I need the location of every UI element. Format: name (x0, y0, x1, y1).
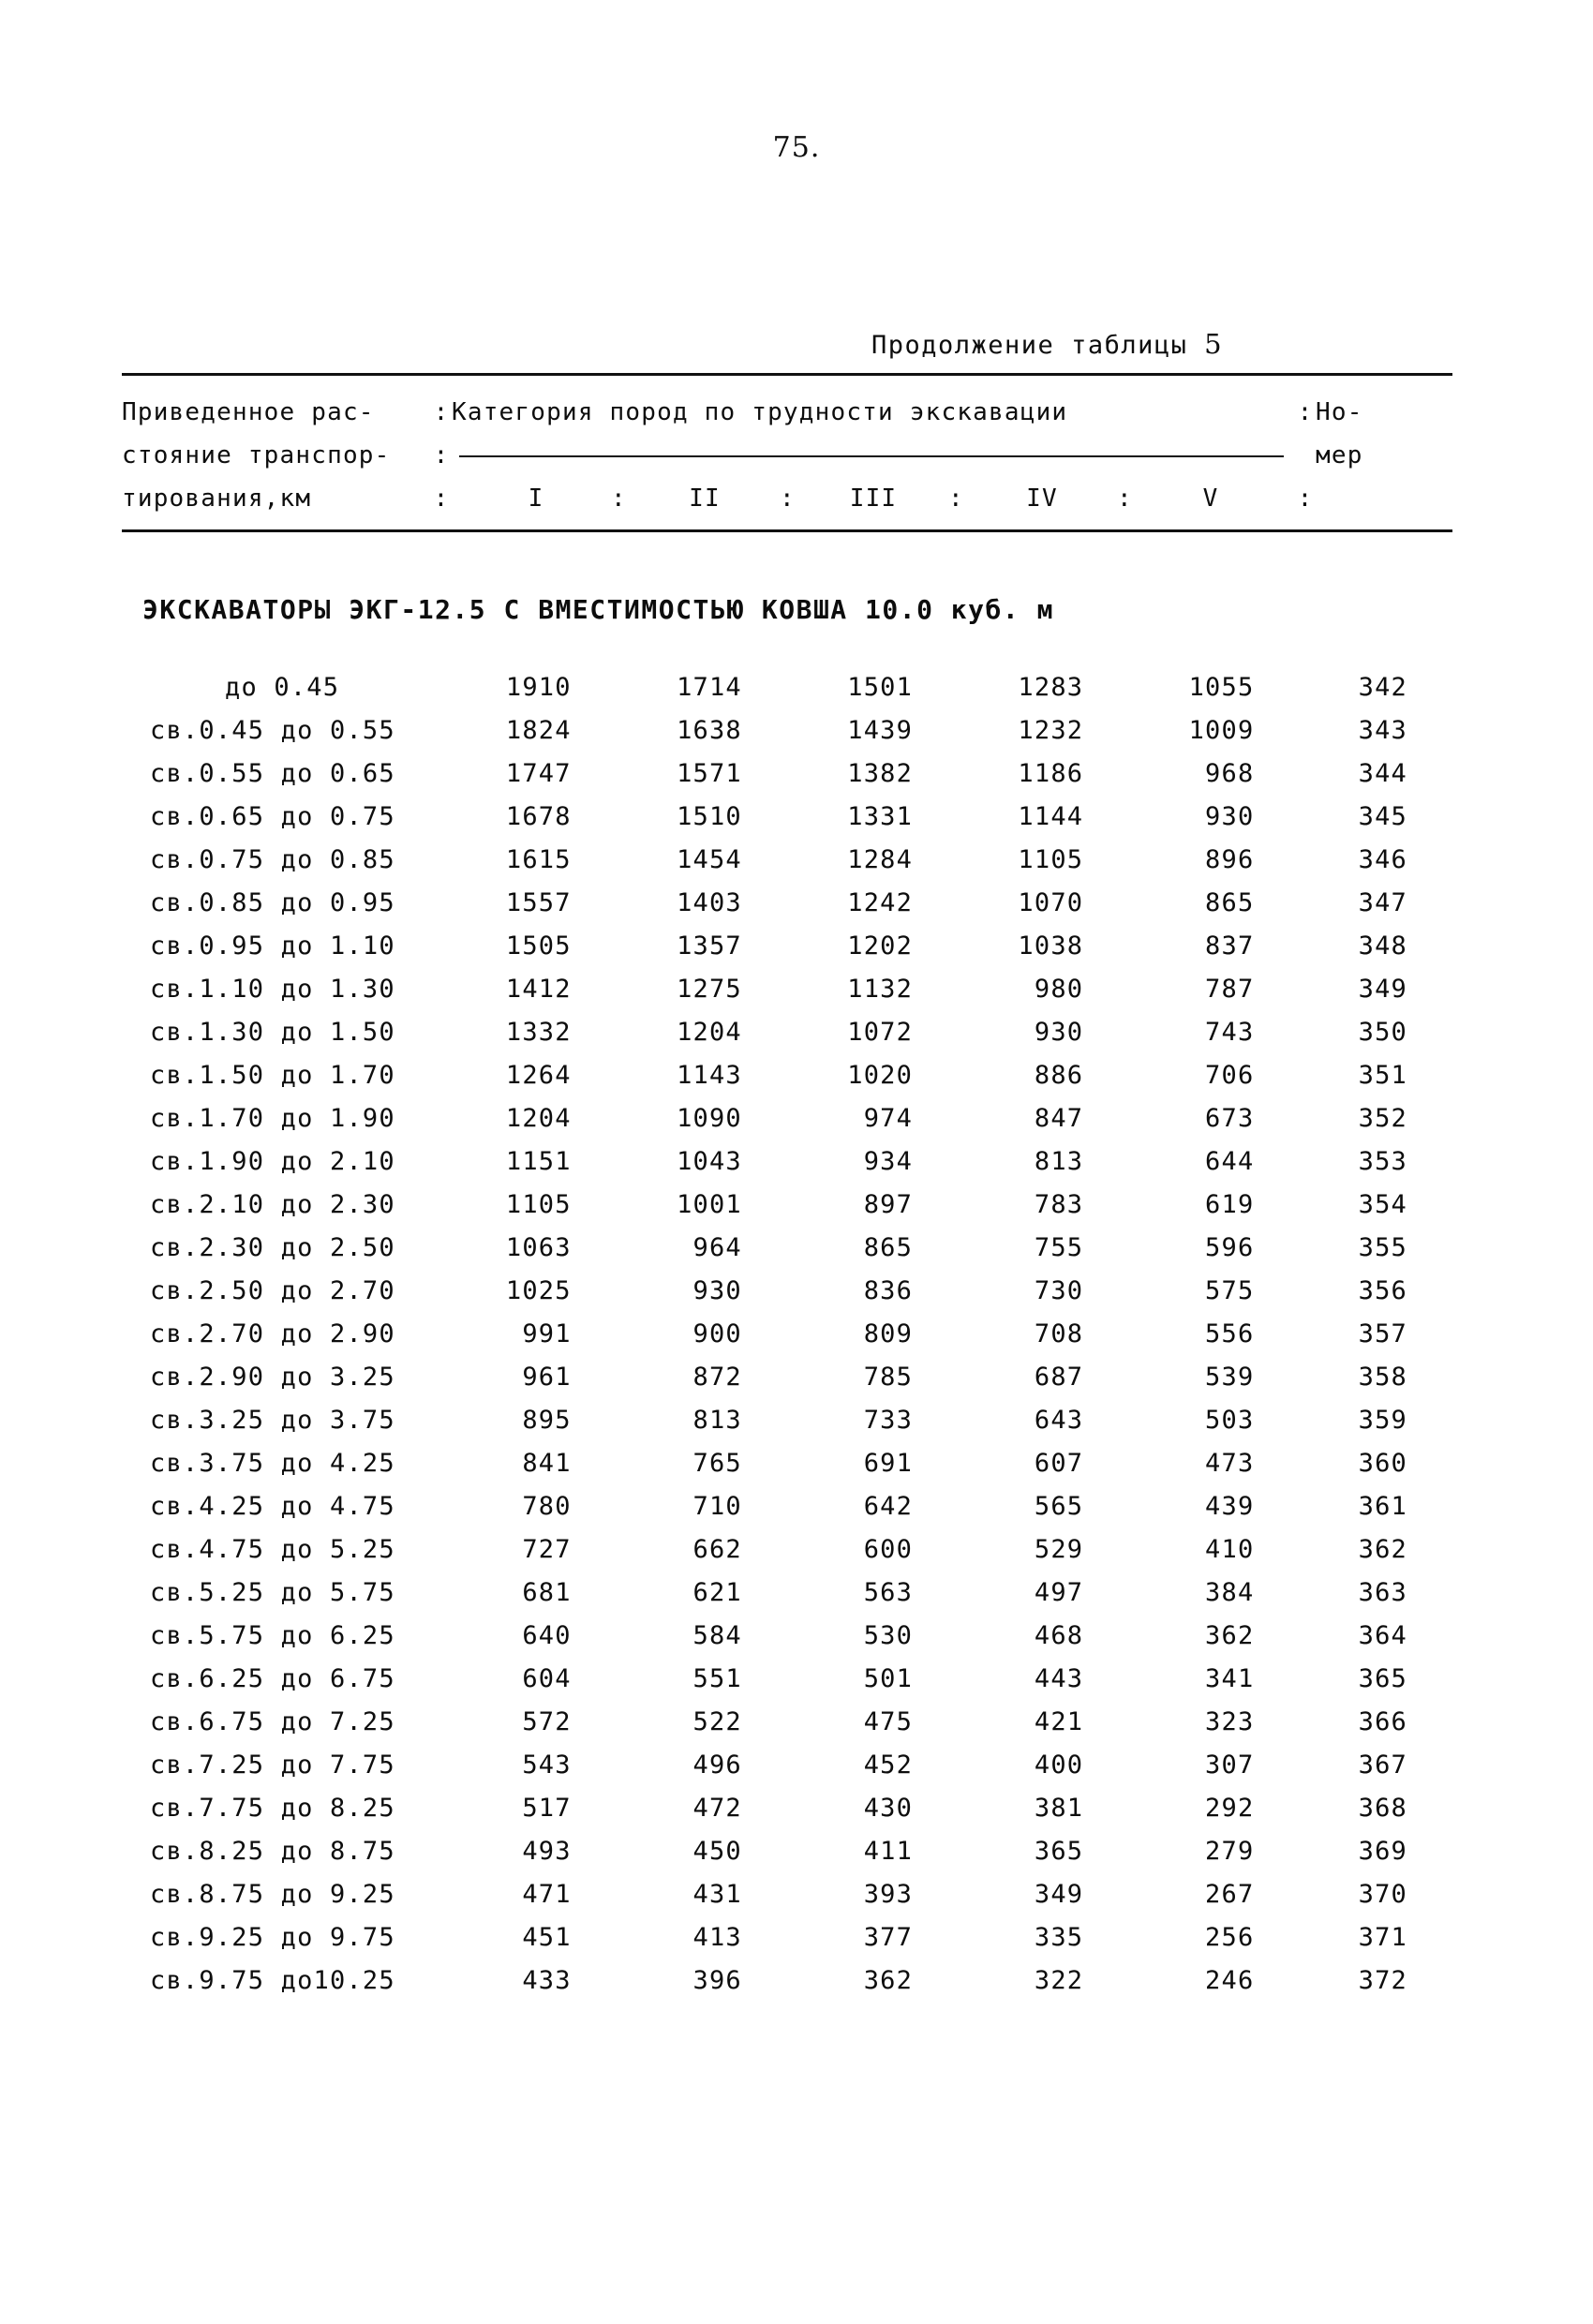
row-range: св.2.30 до 2.50 (150, 1233, 395, 1262)
row-number: 359 (1358, 1406, 1407, 1435)
row-cat-I: 572 (522, 1707, 572, 1736)
category-col-5-label: V (1202, 484, 1219, 513)
row-cat-II: 1043 (677, 1147, 742, 1176)
row-cat-IV: 335 (1034, 1923, 1084, 1952)
row-cat-I: 493 (522, 1837, 572, 1866)
row-number: 348 (1358, 931, 1407, 961)
row-number: 353 (1358, 1147, 1407, 1176)
row-cat-V: 279 (1205, 1837, 1255, 1866)
row-cat-I: 1412 (505, 975, 572, 1004)
row-cat-V: 503 (1205, 1406, 1255, 1435)
row-cat-III: 934 (863, 1147, 914, 1176)
row-cat-IV: 565 (1034, 1492, 1084, 1521)
header-row-2 (122, 434, 1485, 477)
row-cat-IV: 813 (1034, 1147, 1084, 1176)
row-cat-V: 473 (1205, 1449, 1255, 1478)
row-cat-II: 472 (692, 1794, 742, 1823)
row-cat-III: 691 (863, 1449, 914, 1478)
row-cat-V: 341 (1205, 1664, 1255, 1693)
table-row (122, 1442, 1452, 1485)
row-cat-V: 865 (1205, 888, 1255, 917)
row-cat-III: 865 (863, 1233, 914, 1262)
row-cat-II: 710 (692, 1492, 742, 1521)
row-cat-I: 517 (522, 1794, 572, 1823)
row-cat-II: 1454 (677, 845, 742, 874)
row-cat-IV: 1038 (1018, 931, 1084, 961)
row-cat-V: 362 (1205, 1621, 1255, 1650)
row-cat-IV: 930 (1034, 1018, 1084, 1047)
row-cat-IV: 421 (1034, 1707, 1084, 1736)
row-cat-IV: 1070 (1018, 888, 1084, 917)
table-row (122, 1572, 1452, 1615)
continuation-label: Продолжение таблицы (871, 331, 1188, 360)
row-cat-III: 1242 (847, 888, 914, 917)
row-cat-III: 1132 (847, 975, 914, 1004)
table-row (122, 752, 1452, 796)
row-cat-IV: 687 (1034, 1363, 1084, 1392)
row-cat-IV: 400 (1034, 1750, 1084, 1780)
row-cat-III: 563 (863, 1578, 914, 1607)
row-range: св.4.25 до 4.75 (150, 1492, 395, 1521)
row-cat-IV: 886 (1034, 1061, 1084, 1090)
row-number: 372 (1358, 1966, 1407, 1995)
row-cat-V: 439 (1205, 1492, 1255, 1521)
header-separator-5: : (433, 484, 450, 513)
row-cat-II: 1403 (677, 888, 742, 917)
row-cat-IV: 1144 (1018, 802, 1084, 831)
row-number: 346 (1358, 845, 1407, 874)
row-cat-V: 410 (1205, 1535, 1255, 1564)
row-cat-V: 673 (1205, 1104, 1255, 1133)
row-number: 351 (1358, 1061, 1407, 1090)
row-range: св.3.25 до 3.75 (150, 1406, 395, 1435)
row-cat-I: 1063 (505, 1233, 572, 1262)
row-cat-IV: 755 (1034, 1233, 1084, 1262)
table-content (122, 328, 1485, 2003)
row-number: 356 (1358, 1276, 1407, 1305)
table-row (122, 1313, 1452, 1356)
table-row (122, 1787, 1452, 1830)
row-cat-I: 1910 (505, 673, 572, 702)
row-cat-II: 621 (692, 1578, 742, 1607)
table-row (122, 1270, 1452, 1313)
row-cat-IV: 381 (1034, 1794, 1084, 1823)
row-cat-I: 841 (522, 1449, 572, 1478)
row-range: св.1.10 до 1.30 (150, 975, 395, 1004)
row-range: св.1.50 до 1.70 (150, 1061, 395, 1090)
row-cat-III: 501 (863, 1664, 914, 1693)
row-cat-II: 1204 (677, 1018, 742, 1047)
category-separator-2: : (780, 484, 796, 513)
row-cat-III: 600 (863, 1535, 914, 1564)
row-number: 367 (1358, 1750, 1407, 1780)
row-number: 343 (1358, 716, 1407, 745)
page-number-text: 75. (772, 131, 821, 164)
row-range: св.3.75 до 4.25 (150, 1449, 395, 1478)
row-cat-I: 604 (522, 1664, 572, 1693)
row-number: 354 (1358, 1190, 1407, 1219)
row-cat-V: 743 (1205, 1018, 1255, 1047)
row-number: 345 (1358, 802, 1407, 831)
row-cat-IV: 1283 (1018, 673, 1084, 702)
header-inner-divider (452, 434, 1295, 477)
row-cat-I: 543 (522, 1750, 572, 1780)
header-separator-3: : (433, 441, 450, 469)
header-left-line2: стояние транспор- (122, 441, 391, 469)
row-cat-IV: 643 (1034, 1406, 1084, 1435)
row-range: св.2.50 до 2.70 (150, 1276, 395, 1305)
row-cat-V: 968 (1205, 759, 1255, 788)
page-number (0, 131, 1593, 164)
row-cat-IV: 1232 (1018, 716, 1084, 745)
excavator-data-table (122, 666, 1452, 2003)
row-cat-III: 377 (863, 1923, 914, 1952)
row-range: св.5.25 до 5.75 (150, 1578, 395, 1607)
table-row (122, 1873, 1452, 1916)
row-cat-I: 1264 (505, 1061, 572, 1090)
row-number: 366 (1358, 1707, 1407, 1736)
row-number: 344 (1358, 759, 1407, 788)
row-range: св.0.45 до 0.55 (150, 716, 395, 745)
row-cat-III: 1284 (847, 845, 914, 874)
header-row-3 (122, 477, 1485, 520)
row-cat-II: 900 (692, 1319, 742, 1348)
row-cat-IV: 1105 (1018, 845, 1084, 874)
header-row-1 (122, 391, 1485, 434)
row-cat-IV: 365 (1034, 1837, 1084, 1866)
row-cat-V: 787 (1205, 975, 1255, 1004)
header-separator-6: : (1297, 484, 1314, 513)
row-range: св.8.25 до 8.75 (150, 1837, 395, 1866)
row-range: св.0.95 до 1.10 (150, 931, 395, 961)
table-row (122, 1485, 1452, 1528)
row-cat-V: 706 (1205, 1061, 1255, 1090)
row-cat-III: 411 (863, 1837, 914, 1866)
row-range: св.0.65 до 0.75 (150, 802, 395, 831)
row-cat-IV: 847 (1034, 1104, 1084, 1133)
row-cat-II: 1275 (677, 975, 742, 1004)
row-range: св.2.90 до 3.25 (150, 1363, 395, 1392)
row-cat-II: 872 (692, 1363, 742, 1392)
row-cat-IV: 497 (1034, 1578, 1084, 1607)
header-separator-2: : (1297, 398, 1314, 426)
row-cat-IV: 349 (1034, 1880, 1084, 1909)
table-row (122, 1744, 1452, 1787)
row-range: св.2.10 до 2.30 (150, 1190, 395, 1219)
row-cat-IV: 783 (1034, 1190, 1084, 1219)
table-row (122, 1830, 1452, 1873)
row-cat-III: 836 (863, 1276, 914, 1305)
row-number: 355 (1358, 1233, 1407, 1262)
row-cat-I: 1151 (505, 1147, 572, 1176)
category-columns (452, 477, 1295, 520)
row-number: 350 (1358, 1018, 1407, 1047)
row-number: 357 (1358, 1319, 1407, 1348)
row-cat-II: 1571 (677, 759, 742, 788)
row-cat-V: 256 (1205, 1923, 1255, 1952)
row-cat-III: 785 (863, 1363, 914, 1392)
category-col-2 (611, 477, 789, 520)
row-cat-II: 964 (692, 1233, 742, 1262)
row-cat-I: 1557 (505, 888, 572, 917)
row-range: св.4.75 до 5.25 (150, 1535, 395, 1564)
row-cat-II: 396 (692, 1966, 742, 1995)
row-range: св.0.75 до 0.85 (150, 845, 395, 874)
row-range: св.0.85 до 0.95 (150, 888, 395, 917)
row-cat-III: 897 (863, 1190, 914, 1219)
row-cat-II: 1638 (677, 716, 742, 745)
table-row (122, 968, 1452, 1011)
row-cat-II: 522 (692, 1707, 742, 1736)
category-separator-4: : (1117, 484, 1133, 513)
row-cat-III: 642 (863, 1492, 914, 1521)
row-cat-IV: 1186 (1018, 759, 1084, 788)
row-cat-IV: 708 (1034, 1319, 1084, 1348)
row-cat-IV: 468 (1034, 1621, 1084, 1650)
row-cat-IV: 730 (1034, 1276, 1084, 1305)
table-row (122, 1959, 1452, 2003)
row-cat-I: 451 (522, 1923, 572, 1952)
header-left-line3: тирования,км (122, 484, 312, 513)
table-row (122, 1140, 1452, 1184)
row-range: св.9.25 до 9.75 (150, 1923, 395, 1952)
category-separator-3: : (948, 484, 964, 513)
table-row (122, 1701, 1452, 1744)
row-cat-III: 1501 (847, 673, 914, 702)
continuation-table-number: 5 (1204, 328, 1224, 360)
header-center-title: Категория пород по трудности экскавации (452, 398, 1068, 426)
row-cat-III: 475 (863, 1707, 914, 1736)
row-cat-III: 974 (863, 1104, 914, 1133)
row-cat-V: 619 (1205, 1190, 1255, 1219)
row-number: 358 (1358, 1363, 1407, 1392)
row-cat-V: 384 (1205, 1578, 1255, 1607)
row-cat-IV: 980 (1034, 975, 1084, 1004)
table-row (122, 1356, 1452, 1399)
table-row (122, 796, 1452, 839)
row-cat-V: 575 (1205, 1276, 1255, 1305)
row-number: 362 (1358, 1535, 1407, 1564)
row-number: 371 (1358, 1923, 1407, 1952)
row-cat-V: 556 (1205, 1319, 1255, 1348)
table-body (122, 666, 1452, 2003)
row-cat-V: 307 (1205, 1750, 1255, 1780)
row-number: 347 (1358, 888, 1407, 917)
row-cat-V: 1009 (1188, 716, 1255, 745)
row-number: 361 (1358, 1492, 1407, 1521)
table-row (122, 666, 1452, 709)
row-range: св.7.75 до 8.25 (150, 1794, 395, 1823)
row-cat-III: 1382 (847, 759, 914, 788)
category-separator-1: : (611, 484, 627, 513)
row-cat-I: 991 (522, 1319, 572, 1348)
row-cat-I: 961 (522, 1363, 572, 1392)
row-cat-II: 662 (692, 1535, 742, 1564)
row-cat-IV: 529 (1034, 1535, 1084, 1564)
category-col-4 (948, 477, 1126, 520)
row-range: св.1.90 до 2.10 (150, 1147, 395, 1176)
row-cat-V: 1055 (1188, 673, 1255, 702)
table-row (122, 925, 1452, 968)
row-cat-III: 809 (863, 1319, 914, 1348)
row-cat-I: 1678 (505, 802, 572, 831)
row-range: св.0.55 до 0.65 (150, 759, 395, 788)
row-cat-V: 292 (1205, 1794, 1255, 1823)
row-cat-II: 1714 (677, 673, 742, 702)
row-cat-II: 551 (692, 1664, 742, 1693)
table-row (122, 1658, 1452, 1701)
table-header (122, 381, 1485, 520)
row-cat-II: 930 (692, 1276, 742, 1305)
row-cat-I: 1332 (505, 1018, 572, 1047)
row-cat-V: 596 (1205, 1233, 1255, 1262)
row-cat-III: 1331 (847, 802, 914, 831)
row-range: св.7.25 до 7.75 (150, 1750, 395, 1780)
row-number: 369 (1358, 1837, 1407, 1866)
row-cat-IV: 443 (1034, 1664, 1084, 1693)
row-cat-V: 896 (1205, 845, 1255, 874)
row-cat-II: 413 (692, 1923, 742, 1952)
row-cat-III: 1439 (847, 716, 914, 745)
row-cat-I: 780 (522, 1492, 572, 1521)
row-cat-I: 1505 (505, 931, 572, 961)
row-cat-V: 539 (1205, 1363, 1255, 1392)
row-cat-II: 813 (692, 1406, 742, 1435)
row-number: 342 (1358, 673, 1407, 702)
row-cat-I: 727 (522, 1535, 572, 1564)
row-number: 360 (1358, 1449, 1407, 1478)
row-cat-II: 584 (692, 1621, 742, 1650)
row-number: 370 (1358, 1880, 1407, 1909)
row-cat-II: 1143 (677, 1061, 742, 1090)
header-right-line2: мер (1316, 441, 1363, 469)
row-range: св.1.70 до 1.90 (150, 1104, 395, 1133)
row-cat-I: 1824 (505, 716, 572, 745)
table-row (122, 1184, 1452, 1227)
row-cat-II: 765 (692, 1449, 742, 1478)
row-number: 349 (1358, 975, 1407, 1004)
row-number: 368 (1358, 1794, 1407, 1823)
section-title: ЭКСКАВАТОРЫ ЭКГ-12.5 С ВМЕСТИМОСТЬЮ КОВША 10.0 куб. м (142, 594, 1054, 625)
category-col-5 (1117, 477, 1295, 520)
row-cat-I: 471 (522, 1880, 572, 1909)
category-col-3-label: III (849, 484, 898, 513)
table-header-rule (122, 529, 1452, 532)
row-number: 363 (1358, 1578, 1407, 1607)
category-col-1-label: I (528, 484, 544, 513)
row-cat-III: 1202 (847, 931, 914, 961)
row-cat-III: 452 (863, 1750, 914, 1780)
header-left-line1: Приведенное рас- (122, 398, 375, 426)
row-range: св.9.75 до10.25 (150, 1966, 395, 1995)
table-row (122, 1528, 1452, 1572)
header-separator-1: : (433, 398, 450, 426)
row-range: св.6.25 до 6.75 (150, 1664, 395, 1693)
table-row (122, 1097, 1452, 1140)
row-range: св.2.70 до 2.90 (150, 1319, 395, 1348)
table-row (122, 1054, 1452, 1097)
row-range: св.8.75 до 9.25 (150, 1880, 395, 1909)
row-range: до 0.45 (225, 673, 340, 702)
row-cat-V: 267 (1205, 1880, 1255, 1909)
continuation-caption (122, 328, 1485, 360)
row-cat-V: 930 (1205, 802, 1255, 831)
category-col-1 (452, 477, 620, 520)
row-cat-II: 450 (692, 1837, 742, 1866)
table-row (122, 1615, 1452, 1658)
table-top-rule (122, 373, 1452, 376)
table-row (122, 882, 1452, 925)
row-cat-I: 1025 (505, 1276, 572, 1305)
row-cat-III: 430 (863, 1794, 914, 1823)
category-col-4-label: IV (1026, 484, 1058, 513)
row-range: св.6.75 до 7.25 (150, 1707, 395, 1736)
table-row (122, 1227, 1452, 1270)
table-row (122, 1011, 1452, 1054)
row-cat-V: 837 (1205, 931, 1255, 961)
table-row (122, 1399, 1452, 1442)
row-cat-III: 530 (863, 1621, 914, 1650)
row-cat-III: 733 (863, 1406, 914, 1435)
row-cat-I: 1204 (505, 1104, 572, 1133)
row-cat-IV: 322 (1034, 1966, 1084, 1995)
header-right-line1: Но- (1316, 398, 1363, 426)
row-cat-I: 1615 (505, 845, 572, 874)
row-cat-II: 1510 (677, 802, 742, 831)
row-cat-II: 1001 (677, 1190, 742, 1219)
row-number: 352 (1358, 1104, 1407, 1133)
row-cat-I: 1105 (505, 1190, 572, 1219)
row-cat-II: 431 (692, 1880, 742, 1909)
row-number: 364 (1358, 1621, 1407, 1650)
row-cat-I: 681 (522, 1578, 572, 1607)
row-cat-V: 246 (1205, 1966, 1255, 1995)
table-row (122, 1916, 1452, 1959)
table-row (122, 839, 1452, 882)
row-range: св.5.75 до 6.25 (150, 1621, 395, 1650)
row-number: 365 (1358, 1664, 1407, 1693)
row-cat-II: 496 (692, 1750, 742, 1780)
row-cat-I: 640 (522, 1621, 572, 1650)
row-cat-III: 393 (863, 1880, 914, 1909)
row-cat-IV: 607 (1034, 1449, 1084, 1478)
row-cat-III: 1020 (847, 1061, 914, 1090)
table-row (122, 709, 1452, 752)
row-range: св.1.30 до 1.50 (150, 1018, 395, 1047)
row-cat-II: 1357 (677, 931, 742, 961)
category-col-2-label: II (689, 484, 721, 513)
row-cat-V: 644 (1205, 1147, 1255, 1176)
row-cat-V: 323 (1205, 1707, 1255, 1736)
row-cat-III: 362 (863, 1966, 914, 1995)
row-cat-II: 1090 (677, 1104, 742, 1133)
row-cat-III: 1072 (847, 1018, 914, 1047)
row-cat-I: 433 (522, 1966, 572, 1995)
row-cat-I: 1747 (505, 759, 572, 788)
row-cat-I: 895 (522, 1406, 572, 1435)
category-col-3 (780, 477, 958, 520)
